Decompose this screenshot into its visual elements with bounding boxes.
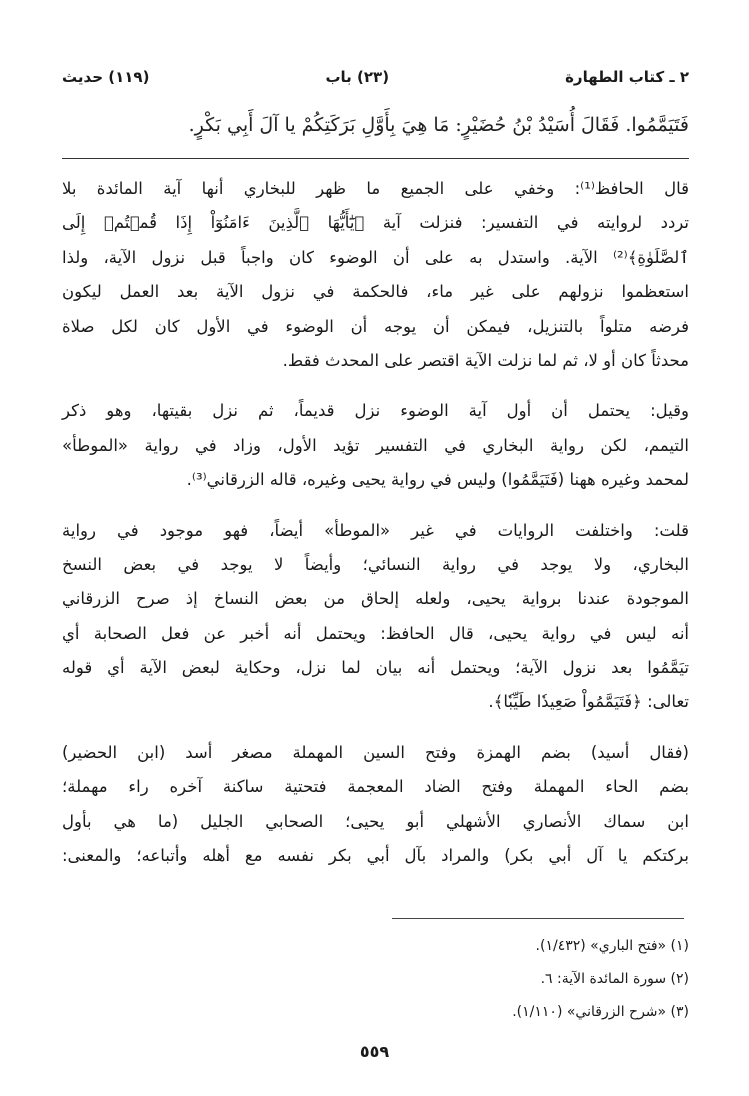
footnote: (٢) سورة المائدة الآية: ٦.	[540, 971, 689, 987]
running-header	[62, 64, 689, 90]
text-line: قال الحافظ⁽¹⁾: وخفي على الجميع ما ظهر للبخاري أنها آية المائدة بلا	[62, 179, 689, 198]
text-line: ٱلصَّلَوٰةِ﴾⁽²⁾ الآية. واستدل به على أن الوضوء كان واجباً قبل نزول الآية، ولذا	[62, 247, 689, 267]
footnote-divider	[392, 918, 684, 919]
text-line: تردد لروايته في التفسير: فنزلت آية ﴿يَٰٓأَيُّهَا ٱلَّذِينَ ءَامَنُوٓاْ إِذَا قُمۡتُمۡ إِلَى	[62, 213, 689, 233]
paragraph	[62, 514, 689, 720]
paragraph	[62, 172, 689, 378]
page-number: ٥٥٩	[359, 1042, 390, 1061]
chapter-title: ٢ ـ كتاب الطهارة	[565, 68, 689, 86]
text-line: استعظموا نزولهم على غير ماء، فالحكمة في نزول الآية بعد العمل ليكون	[62, 282, 689, 302]
text-line: أنه ليس في رواية يحيى، قال الحافظ: ويحتمل أنه أخبر عن فعل الصحابة أي	[62, 623, 689, 643]
header-divider	[62, 158, 689, 159]
text-line: قلت: واختلفت الروايات في غير «الموطأ» أيضاً، فهو موجود في رواية	[62, 520, 689, 540]
text-line: لمحمد وغيره ههنا (فَتَيَمَّمُوا) وليس في رواية يحيى وغيره، قاله الزرقاني⁽³⁾.	[186, 470, 689, 490]
hadith-number: (١١٩) حديث	[62, 68, 150, 86]
text-line: بضم الحاء المهملة وفتح الضاد المعجمة فتحتية ساكنة آخره راء مهملة؛	[62, 777, 689, 797]
hadith-text: فَتَيَمَّمُوا. فَقَالَ أُسَيْدُ بْنُ حُضَيْرٍ: مَا هِيَ بِأَوَّلِ بَرَكَتِكُمْ يا آلَ أَبِي بَكْرٍ.	[188, 114, 689, 136]
text-line: وقيل: يحتمل أن أول آية الوضوء نزل قديماً، ثم نزل بقيتها، وهو ذكر	[62, 401, 689, 421]
text-line: محدثاً كان أو لا، ثم لما نزلت الآية اقتصر على المحدث فقط.	[282, 350, 689, 370]
text-line: الموجودة عندنا برواية يحيى، ولعله إلحاق من بعض النساخ إذ صرح الزرقاني	[62, 589, 689, 609]
text-line: ابن سماك الأنصاري الأشهلي أبو يحيى؛ الصحابي الجليل (ما هي بأول	[62, 811, 689, 831]
footnote: (٣) «شرح الزرقاني» (١/١١٠).	[512, 1004, 689, 1020]
text-line: بركتكم يا آل أبي بكر) والمراد بآل أبي بكر نفسه مع أهله وأتباعه؛ والمعنى:	[62, 846, 689, 866]
text-line: (فقال أسيد) بضم الهمزة وفتح السين المهملة مصغر أسد (ابن الحضير)	[62, 742, 689, 762]
text-line: تعالى: ﴿فَتَيَمَّمُواْ صَعِيدٗا طَيِّبٗا﴾.	[488, 692, 689, 712]
paragraph	[62, 736, 689, 874]
bab-number: (٢٣) باب	[325, 68, 390, 86]
text-line: تيَمَّمُوا بعد نزول الآية؛ ويحتمل أنه بيان لما نزل، وحكاية لبعض الآية أي قوله	[62, 658, 689, 678]
footnotes	[62, 930, 689, 1029]
paragraph	[62, 394, 689, 497]
commentary-body	[62, 172, 689, 889]
text-line: البخاري، ولا يوجد في رواية النسائي؛ وأيضاً لا يوجد في بعض النسخ	[62, 554, 689, 574]
text-line: التيمم، لكن رواية البخاري في التفسير تؤيد الأول، وزاد في رواية «الموطأ»	[62, 435, 689, 455]
footnote: (١) «فتح الباري» (١/٤٣٢).	[535, 938, 689, 954]
text-line: فرضه متلواً بالتنزيل، فيمكن أن يوجه أن الوضوء في الأول كان لكل صلاة	[62, 316, 689, 336]
